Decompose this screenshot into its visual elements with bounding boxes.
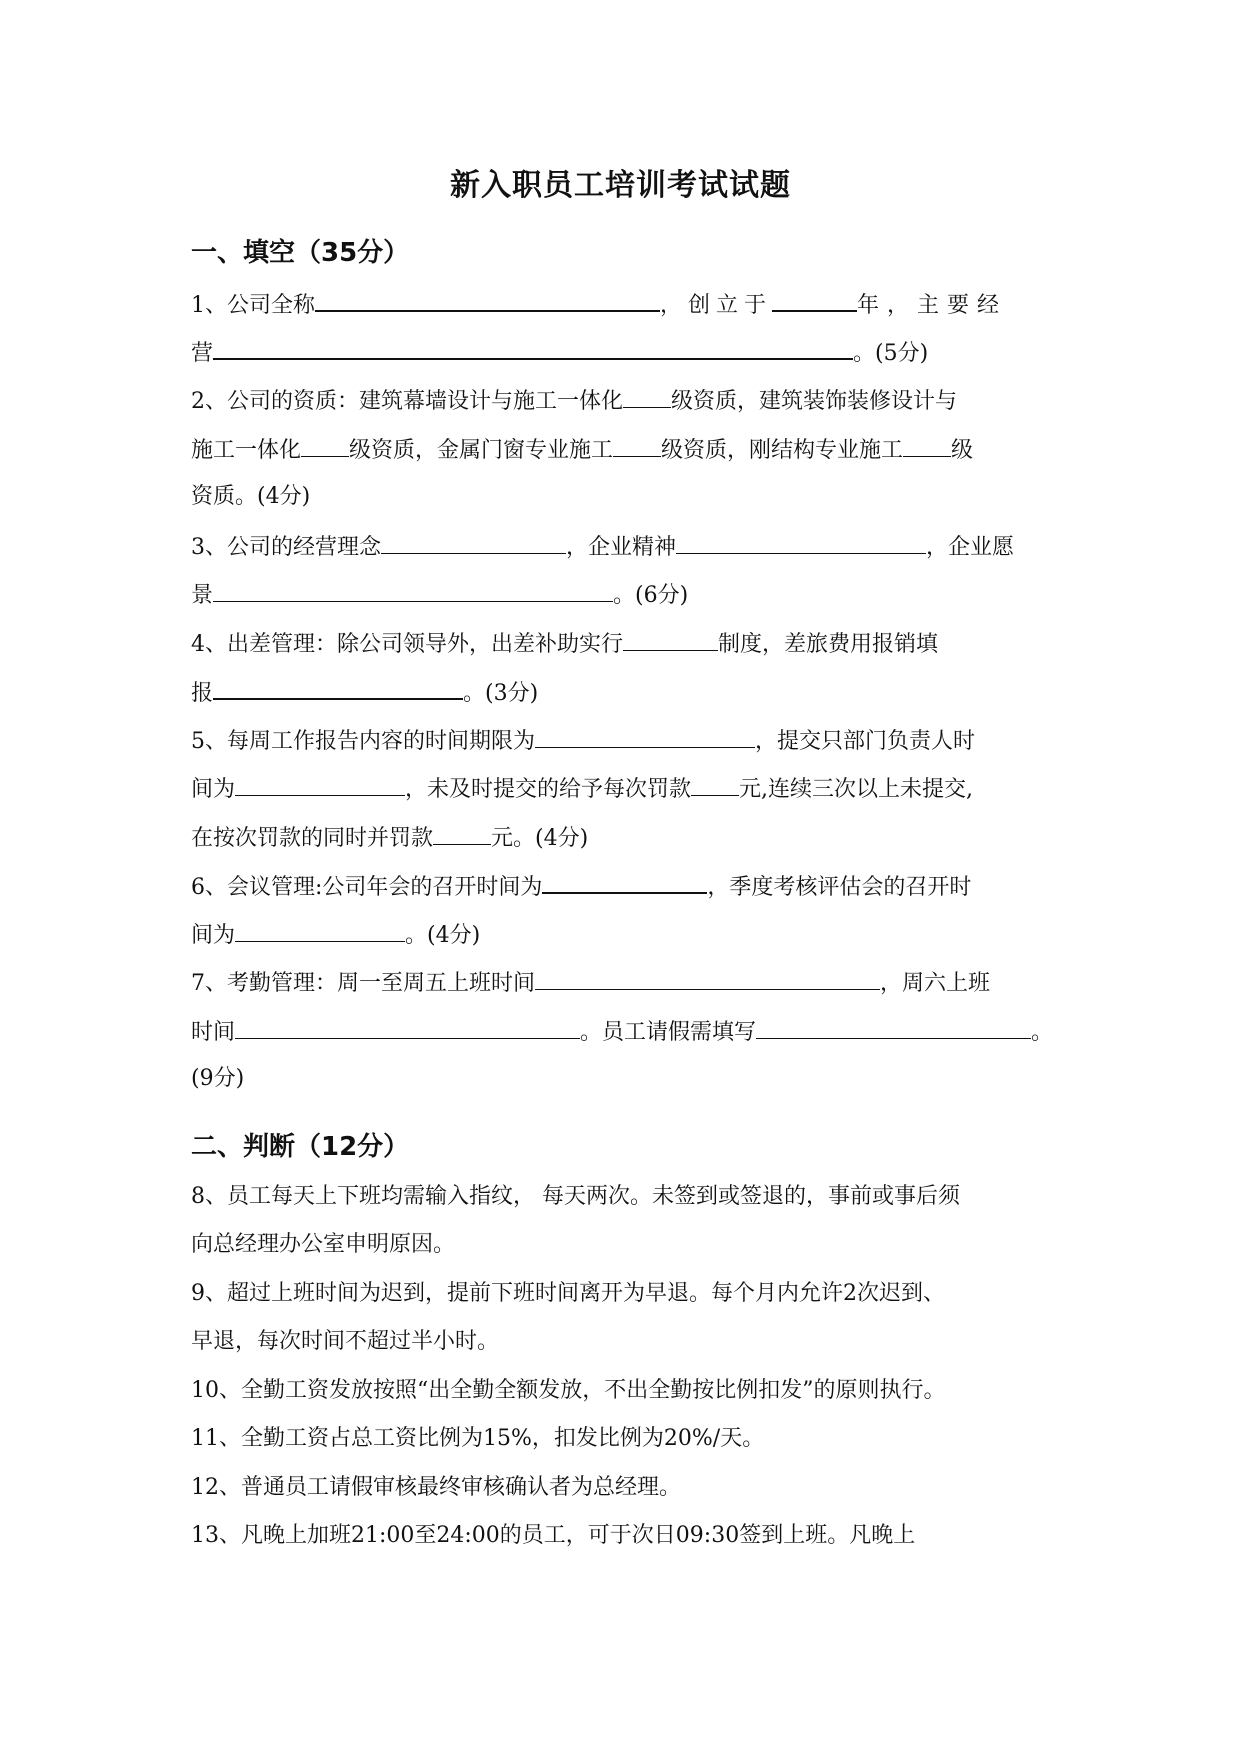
answer-blank[interactable] [213, 676, 463, 700]
question-12-line-1: 12、普通员工请假审核最终审核确认者为总经理。 [191, 1475, 681, 1500]
answer-blank[interactable] [772, 288, 857, 312]
question-2-line-3: 资质。(4分) [191, 484, 311, 509]
question-8-line-2: 向总经理办公室申明原因。 [191, 1232, 456, 1257]
answer-blank[interactable] [301, 434, 349, 457]
question-9-line-1: 9、超过上班时间为迟到，提前下班时间离开为早退。每个月内允许2次迟到、 [191, 1281, 945, 1306]
question-13-line-1: 13、凡晚上加班21:00至24:00的员工，可于次日09:30签到上班。凡晚上 [191, 1523, 916, 1548]
answer-blank[interactable] [535, 725, 755, 748]
question-5-line-2: 间为 ，未及时提交的给予每次罚款 元,连续三次以上未提交, [191, 773, 1051, 805]
question-1-line-1: 1、公司全称 ，创立于 年，主要经 [191, 288, 1051, 321]
question-3-line-1: 3、公司的经营理念 ，企业精神 ，企业愿 [191, 531, 1051, 563]
answer-blank[interactable] [676, 531, 926, 554]
answer-blank[interactable] [756, 1016, 1031, 1039]
page-title: 新入职员工培训考试试题 [450, 168, 791, 203]
question-7-line-1: 7、考勤管理：周一至周五上班时间 ，周六上班 [191, 967, 1051, 999]
answer-blank[interactable] [535, 967, 880, 990]
section-heading-true-false: 二、判断（12分） [191, 1132, 410, 1162]
question-2-line-2: 施工一体化 级资质，金属门窗专业施工 级资质，刚结构专业施工 级 [191, 434, 1051, 466]
question-11-line-1: 11、全勤工资占总工资比例为15%，扣发比例为20%/天。 [191, 1426, 765, 1451]
question-4-line-1: 4、出差管理：除公司领导外，出差补助实行 制度，差旅费用报销填 [191, 628, 1051, 660]
answer-blank[interactable] [213, 336, 853, 360]
question-5-line-3: 在按次罚款的同时并罚款 元。(4分) [191, 822, 1051, 854]
question-2-line-1: 2、公司的资质：建筑幕墙设计与施工一体化 级资质，建筑装饰装修设计与 [191, 385, 1051, 417]
answer-blank[interactable] [433, 822, 491, 845]
question-4-line-2: 报 。(3分) [191, 676, 1051, 709]
question-1-line-2: 营 。(5分) [191, 336, 1051, 369]
question-5-line-1: 5、每周工作报告内容的时间期限为 ，提交只部门负责人时 [191, 725, 1051, 757]
question-9-line-2: 早退，每次时间不超过半小时。 [191, 1329, 500, 1354]
question-7-line-2: 时间 。员工请假需填写 。 [191, 1016, 1051, 1048]
answer-blank[interactable] [903, 434, 951, 457]
answer-blank[interactable] [235, 919, 405, 942]
answer-blank[interactable] [235, 1016, 580, 1039]
answer-blank[interactable] [235, 773, 405, 796]
answer-blank[interactable] [315, 288, 660, 312]
answer-blank[interactable] [213, 579, 613, 602]
question-7-line-3: (9分) [191, 1066, 245, 1091]
question-3-line-2: 景 。(6分) [191, 579, 1051, 611]
question-8-line-1: 8、员工每天上下班均需输入指纹， 每天两次。未签到或签退的，事前或事后须 [191, 1184, 960, 1209]
answer-blank[interactable] [623, 385, 671, 408]
answer-blank[interactable] [381, 531, 566, 554]
answer-blank[interactable] [623, 628, 718, 651]
section-heading-fill-in: 一、填空（35分） [191, 238, 410, 268]
answer-blank[interactable] [542, 870, 707, 894]
question-6-line-1: 6、会议管理:公司年会的召开时间为 ，季度考核评估会的召开时 [191, 870, 1051, 903]
question-10-line-1: 10、全勤工资发放按照“出全勤全额发放，不出全勤按比例扣发”的原则执行。 [191, 1378, 946, 1403]
answer-blank[interactable] [613, 434, 661, 457]
question-6-line-2: 间为 。(4分) [191, 919, 1051, 951]
answer-blank[interactable] [691, 773, 739, 796]
